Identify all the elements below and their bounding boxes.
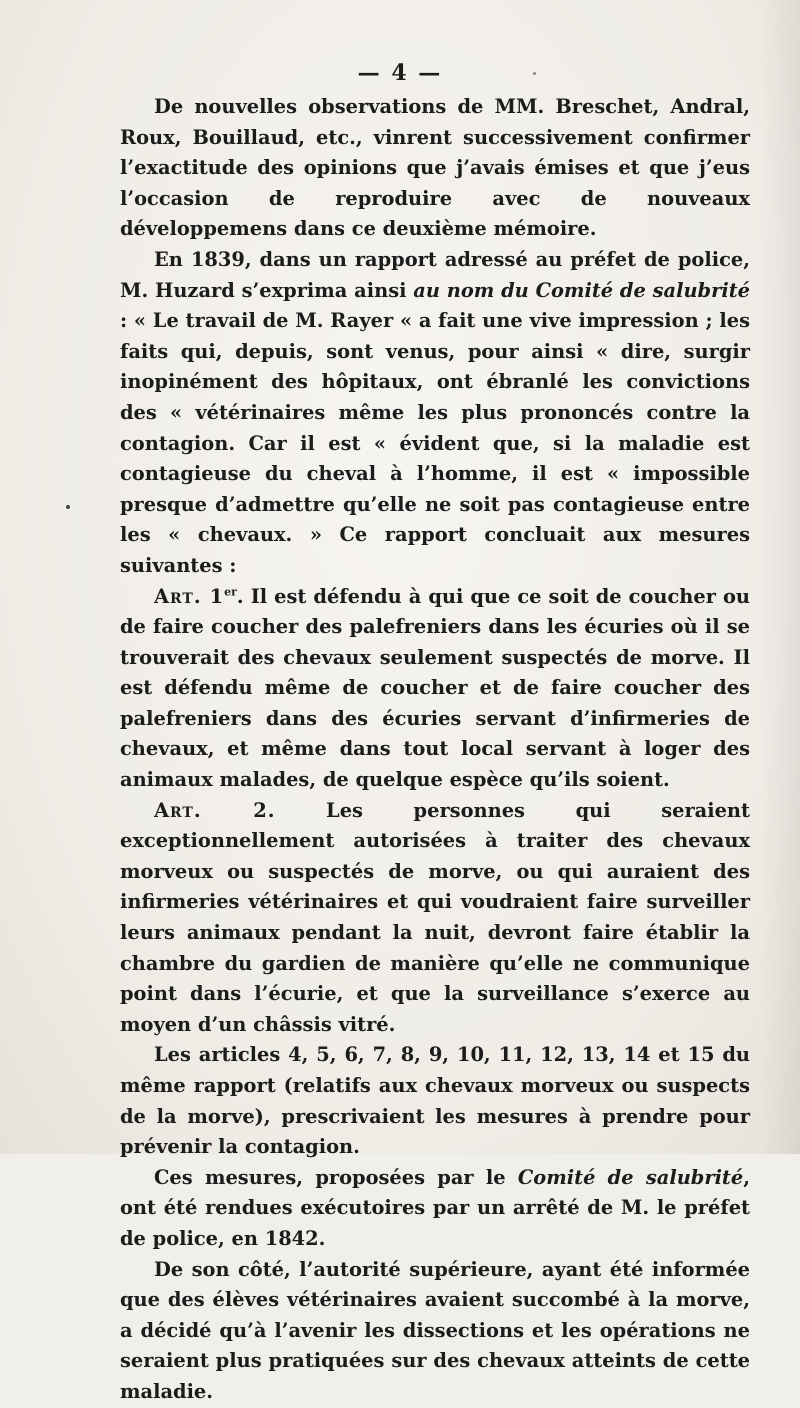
paragraph-authority: De son côté, l’autorité supérieure, ayant été informée que des élèves vétérinaires avaient succombé à la morve, a décidé qu’à l’avenir les dissections et les opérations ne seraient plus pratiquées sur des chevaux atteints de cette maladie. (120, 1257, 750, 1403)
paragraph-articles: Les articles 4, 5, 6, 7, 8, 9, 10, 11, 12, 13, 14 et 15 du même rapport (relatifs aux chevaux morveux ou suspects de la morve), prescrivaient les mesures à prendre pour prévenir la contagion. (120, 1043, 750, 1159)
paragraph-measures-start: Ces mesures, proposées par le (154, 1165, 518, 1189)
article-1-text: . Il est défendu à qui que ce soit de coucher ou de faire coucher des palefreniers dans les écuries où il se trouverait des chevaux seulement suspectés de morve. Il est défendu même de coucher et de faire coucher des palefreniers dans des écuries servant d’infirmeries de chevaux, et même dans tout local servant à loger des animaux malades, de quelque espèce qu’ils soient. (120, 584, 750, 792)
committee-name-italic: au nom du Comité de salubrité (413, 278, 750, 302)
article-2 (120, 796, 750, 1041)
paragraph-observations: De nouvelles observations de MM. Breschet, Andral, Roux, Bouillaud, etc., vinrent successivement confirmer l’exactitude des opinions que j’avais émises et que j’eus l’occasion de reproduire avec de nouveaux développemens dans ce deuxième mémoire. (120, 95, 750, 241)
paragraph-measures-end: , ont été rendues exécutoires par un arrêté de M. le préfet de police, en 1842. (120, 1165, 750, 1250)
page-number: — 4 — (357, 60, 443, 86)
paragraph-huzard-report (120, 245, 750, 582)
paragraph-huzard-quote: : « Le travail de M. Rayer « a fait une vive impression ; les faits qui, depuis, sont venus, pour ainsi « dire, surgir inopinément des hôpitaux, ont ébranlé les convictions des « vétérinaires même les plus prononcés contre la contagion. Car il est « évident que, si la maladie est contagieuse du cheval à l’homme, il est « impossible presque d’admettre qu’elle ne soit pas contagieuse entre les « chevaux. » Ce rapport concluait aux mesures suivantes : (120, 309, 750, 577)
page-edge-shadow (760, 0, 800, 1154)
article-1-label: Art. 1 (154, 584, 225, 608)
paragraph-huzard-start: En 1839, dans un rapport adressé au préfet de police, M. Huzard s’exprima ainsi (120, 247, 750, 302)
body-text (120, 92, 750, 1408)
committee-name-italic-2: Comité de salubrité (517, 1165, 744, 1189)
article-1 (120, 582, 750, 796)
article-2-text: Les personnes qui seraient exceptionnellement autorisées à traiter des chevaux morveux ou suspectés de morve, ou qui auraient des infirmeries vétérinaires et qui voudraient faire surveiller leurs animaux pendant la nuit, devront faire établir la chambre du gardien de manière qu’elle ne communique point dans l’écurie, et que la surveillance s’exerce au moyen d’un châssis vitré. (120, 798, 750, 1036)
article-1-superscript: er (224, 585, 237, 599)
margin-bullet-mark (66, 505, 70, 509)
paragraph-measures (120, 1163, 750, 1255)
article-2-label: Art. 2. (154, 798, 276, 822)
